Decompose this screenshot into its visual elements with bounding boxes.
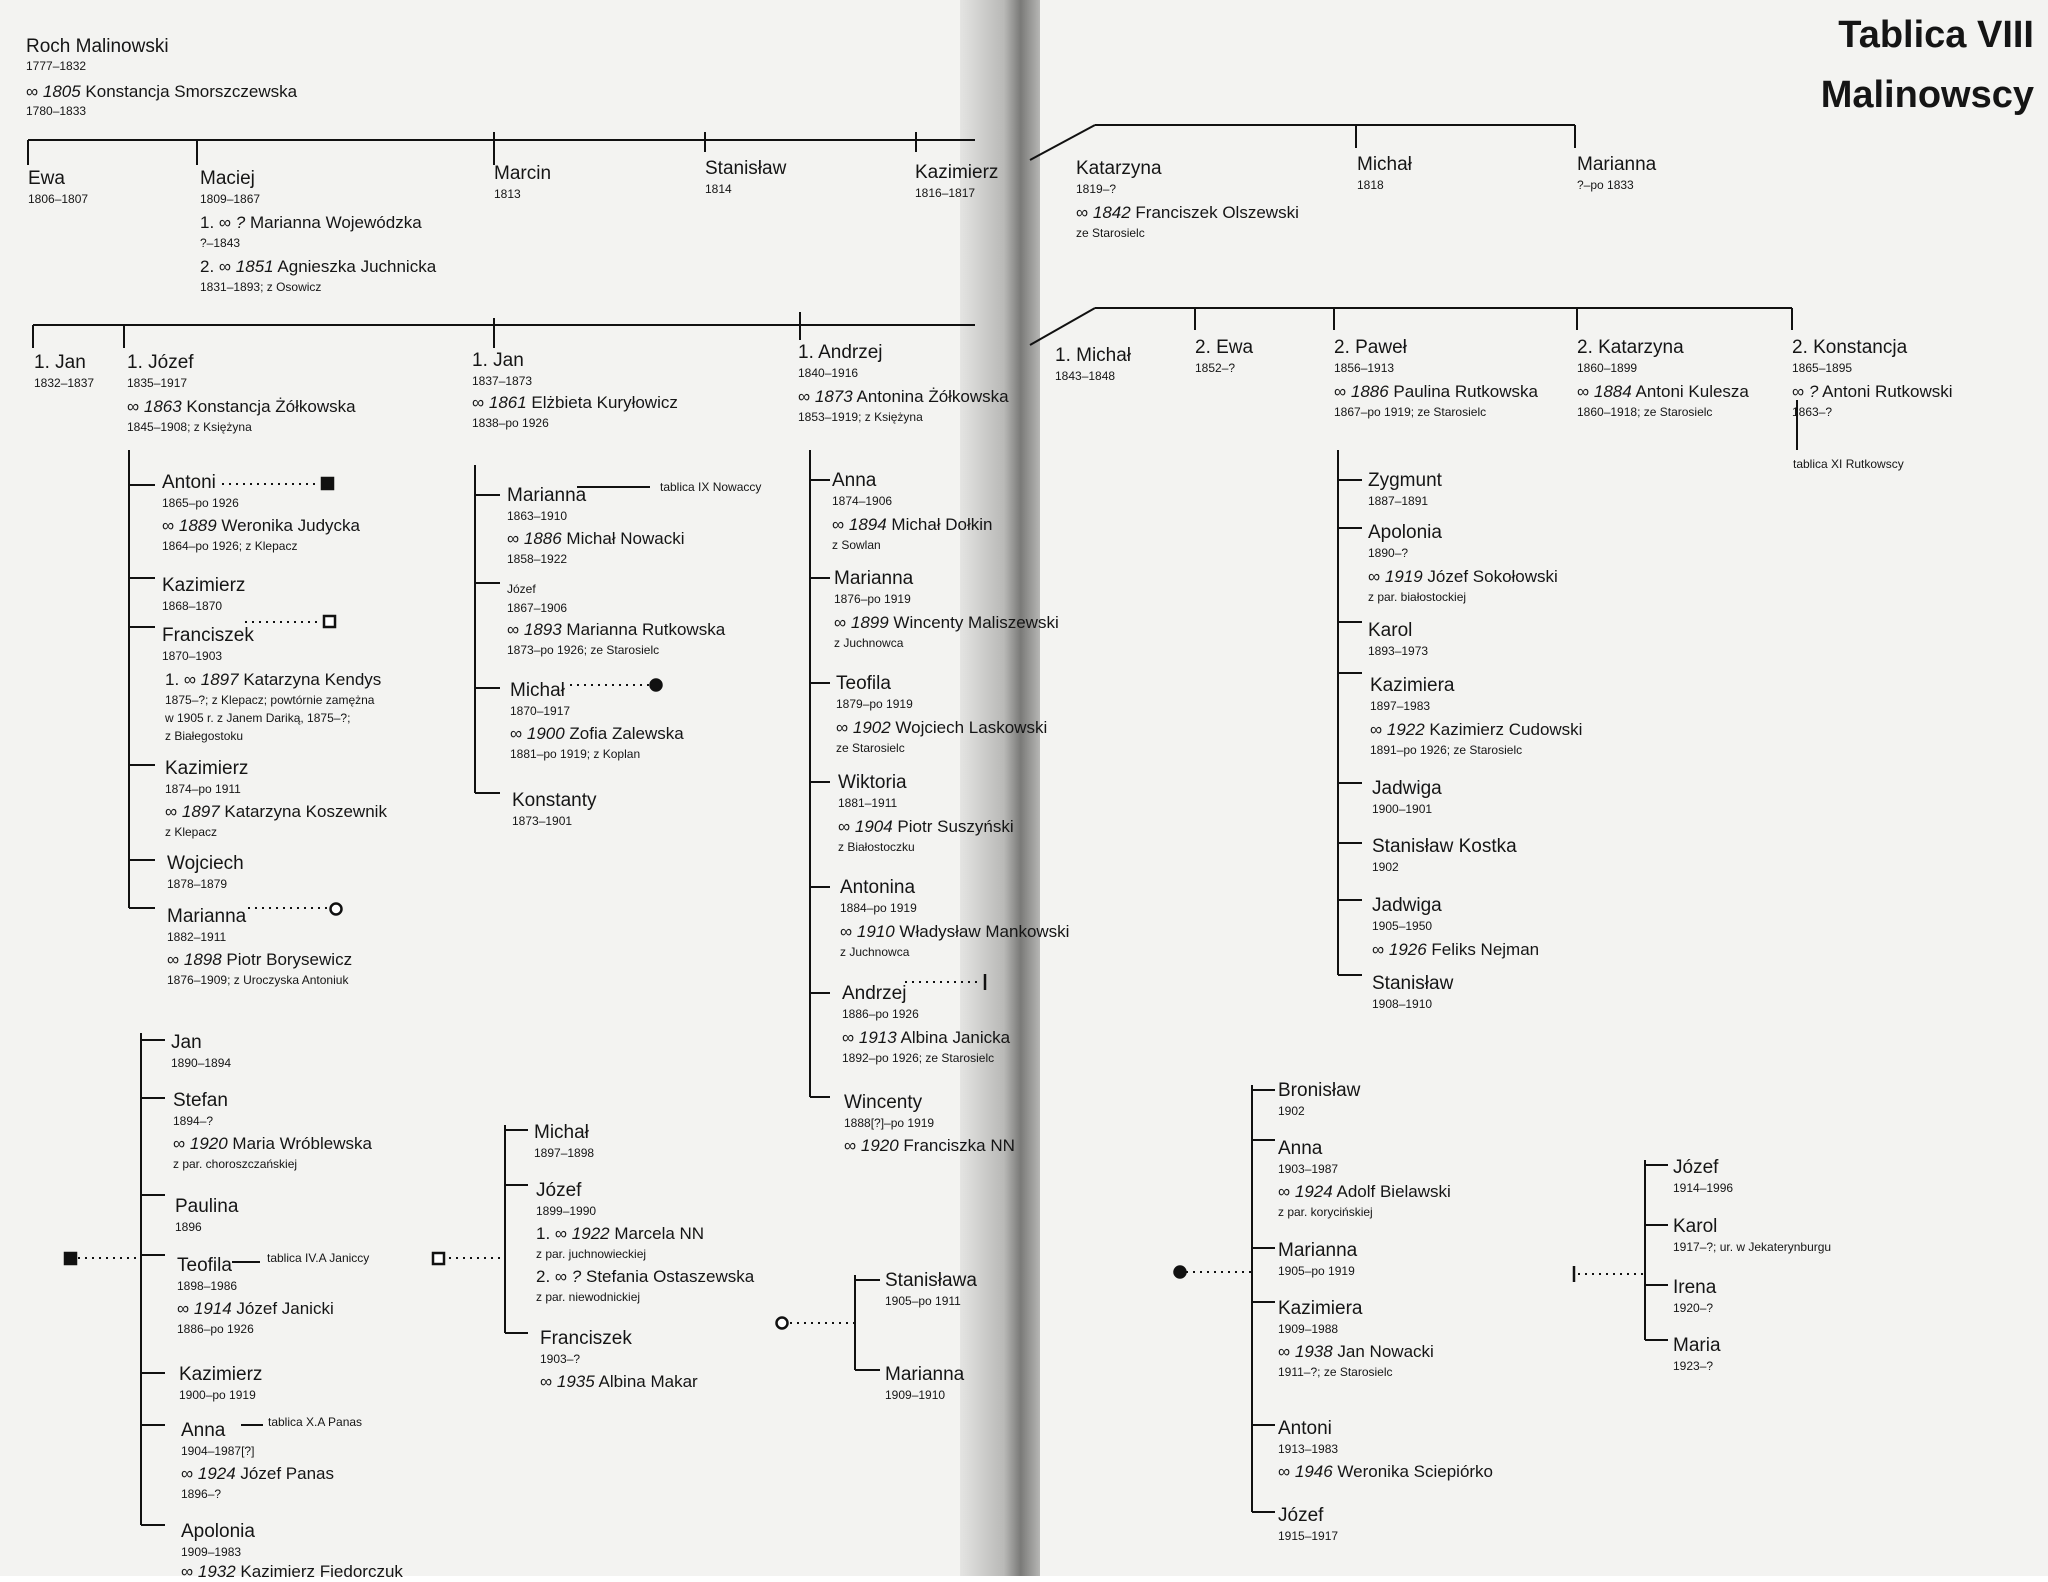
person-dates: 1809–1867: [200, 192, 261, 206]
table-reference: tablica IV.A Janiccy: [267, 1251, 370, 1265]
marriage-line: 2. ∞ ? Stefania Ostaszewska: [536, 1267, 755, 1286]
spouse-dates: z par. korycińskiej: [1278, 1205, 1373, 1219]
person-name: Anna: [1278, 1138, 1323, 1159]
person-dates: 1914–1996: [1673, 1181, 1734, 1195]
person-dates: 1905–1950: [1372, 919, 1433, 933]
spouse-dates: z Juchnowca: [840, 945, 910, 959]
filled-square-marker: [65, 1253, 76, 1264]
person-name: Franciszek: [162, 625, 254, 646]
person-name: Marianna: [1278, 1240, 1358, 1261]
person-name: Antonina: [840, 877, 916, 898]
marriage-line: ∞ 1842 Franciszek Olszewski: [1076, 203, 1299, 222]
spouse-dates: 1911–?; ze Starosielc: [1278, 1365, 1393, 1379]
spouse-dates: 1867–po 1919; ze Starosielc: [1334, 405, 1487, 419]
person-dates: 1865–1895: [1792, 361, 1853, 375]
person-dates: 1902: [1278, 1104, 1305, 1118]
person-dates: 1881–1911: [838, 796, 898, 810]
person-name: 2. Konstancja: [1792, 337, 1908, 358]
person-dates: 1909–1988: [1278, 1322, 1339, 1336]
person-dates: 1876–po 1919: [834, 592, 911, 606]
person-dates: 1915–1917: [1278, 1529, 1339, 1543]
spouse-dates: z Klepacz: [165, 825, 218, 839]
person-dates: 1874–po 1911: [165, 782, 241, 796]
person-dates: 1903–?: [540, 1352, 581, 1366]
person-dates: 1902: [1372, 860, 1399, 874]
marriage-line: ∞ 1902 Wojciech Laskowski: [836, 718, 1048, 737]
spouse-dates: z Juchnowca: [834, 636, 904, 650]
spouse-dates: 1860–1918; ze Starosielc: [1577, 405, 1713, 419]
person-dates: 1843–1848: [1055, 369, 1116, 383]
open-circle-marker: [777, 1318, 788, 1329]
spouse-dates: ?–1843: [200, 236, 241, 250]
person-name: Karol: [1673, 1216, 1718, 1237]
marriage-line: ∞ 1889 Weronika Judycka: [162, 516, 361, 535]
filled-square-marker: [322, 478, 333, 489]
person-dates: 1878–1879: [167, 877, 228, 891]
person-name: 1. Andrzej: [798, 342, 883, 363]
spouse-dates: 1831–1893; z Osowicz: [200, 280, 322, 294]
person-dates: 1905–po 1919: [1278, 1264, 1355, 1278]
person-dates: 1899–1990: [536, 1204, 597, 1218]
spouse-dates: 1858–1922: [507, 552, 568, 566]
person-dates: 1832–1837: [34, 376, 95, 390]
marriage-line: ∞ 1884 Antoni Kulesza: [1577, 382, 1749, 401]
person-name: Marcin: [494, 163, 552, 184]
person-dates: 1903–1987: [1278, 1162, 1339, 1176]
person-dates: 1888[?]–po 1919: [844, 1116, 935, 1130]
marriage-line: ∞ 1920 Maria Wróblewska: [173, 1134, 372, 1153]
spouse-dates: z Białostoczku: [838, 840, 915, 854]
spouse-dates: 1853–1919; z Księżyna: [798, 410, 923, 424]
person-name: Bronisław: [1278, 1080, 1361, 1101]
person-dates: 1920–?: [1673, 1301, 1714, 1315]
root-marriage: ∞ 1805 Konstancja Smorszczewska: [26, 82, 298, 101]
filled-circle-marker: [651, 680, 662, 691]
marriage-line: ∞ 1913 Albina Janicka: [842, 1028, 1011, 1047]
spouse-dates: z par. niewodnickiej: [536, 1290, 641, 1304]
person-dates: 1874–1906: [832, 494, 893, 508]
person-dates: 1852–?: [1195, 361, 1236, 375]
spouse-dates: 1838–po 1926: [472, 416, 549, 430]
open-circle-marker: [331, 904, 342, 915]
person-dates: 1887–1891: [1368, 494, 1429, 508]
spouse-note: ze Starosielc: [1076, 226, 1145, 240]
marriage-line: ∞ 1938 Jan Nowacki: [1278, 1342, 1434, 1361]
marriage-line: 2. ∞ 1851 Agnieszka Juchnicka: [200, 257, 437, 276]
person-name: Jadwiga: [1372, 895, 1442, 916]
spouse-dates: 1864–po 1926; z Klepacz: [162, 539, 298, 553]
person-name: Kazimierz: [179, 1364, 263, 1385]
marriage-line: 1. ∞ 1922 Marcela NN: [536, 1224, 705, 1243]
open-square-marker: [433, 1253, 444, 1264]
person-name: Stanisława: [885, 1270, 977, 1291]
person-dates: 1873–1901: [512, 814, 573, 828]
person-name: Irena: [1673, 1277, 1717, 1298]
person-name: Jadwiga: [1372, 778, 1442, 799]
person-name: Michał: [1357, 154, 1412, 175]
person-dates: 1860–1899: [1577, 361, 1638, 375]
person-dates: 1806–1807: [28, 192, 89, 206]
person-name: Kazimiera: [1278, 1298, 1363, 1319]
person-name: Stanisław: [1372, 973, 1454, 994]
person-name: Apolonia: [181, 1521, 255, 1542]
marriage-line: 1. ∞ 1897 Katarzyna Kendys: [165, 670, 382, 689]
marriage-line: ∞ 1863 Konstancja Żółkowska: [127, 397, 356, 416]
spouse-dates: 1863–?: [1792, 405, 1833, 419]
person-dates: 1818: [1357, 178, 1384, 192]
marriage-line: ∞ 1873 Antonina Żółkowska: [798, 387, 1009, 406]
person-name: Stefan: [173, 1090, 228, 1111]
person-dates: 1904–1987[?]: [181, 1444, 255, 1458]
marriage-line: ∞ 1886 Michał Nowacki: [507, 529, 685, 548]
person-name: Zygmunt: [1368, 470, 1442, 491]
person-name: Kazimierz: [165, 758, 249, 779]
spouse-dates: 1886–po 1926: [177, 1322, 254, 1336]
person-name: Teofila: [177, 1255, 232, 1276]
person-dates: 1814: [705, 182, 732, 196]
person-dates: 1909–1910: [885, 1388, 946, 1402]
person-dates: 1840–1916: [798, 366, 859, 380]
root-spouse-dates: 1780–1833: [26, 104, 87, 118]
person-name: 1. Michał: [1055, 345, 1132, 366]
person-name: Maciej: [200, 168, 255, 189]
marriage-line: ∞ 1893 Marianna Rutkowska: [507, 620, 726, 639]
person-name: Karol: [1368, 620, 1413, 641]
spouse-dates: 1876–1909; z Uroczyska Antoniuk: [167, 973, 349, 987]
open-square-marker: [324, 616, 335, 627]
person-dates: 1870–1917: [510, 704, 571, 718]
spouse-dates: 1875–?; z Klepacz; powtórnie zamężna: [165, 693, 375, 707]
person-dates: 1900–1901: [1372, 802, 1433, 816]
marriage-line: ∞ 1932 Kazimierz Fiedorczuk: [181, 1562, 403, 1581]
person-name: Ewa: [28, 168, 65, 189]
spouse-dates: ze Starosielc: [836, 741, 905, 755]
person-dates: 1898–1986: [177, 1279, 238, 1293]
person-dates: 1867–1906: [507, 601, 568, 615]
person-name: Wincenty: [844, 1092, 923, 1113]
person-name: Antoni: [1278, 1418, 1332, 1439]
person-dates: 1890–?: [1368, 546, 1409, 560]
marriage-line: ∞ 1924 Adolf Bielawski: [1278, 1182, 1451, 1201]
person-name: Katarzyna: [1076, 158, 1162, 179]
person-name: Konstanty: [512, 790, 597, 811]
table-reference: tablica IX Nowaccy: [660, 480, 762, 494]
person-dates: 1884–po 1919: [840, 901, 917, 915]
person-name: 1. Józef: [127, 352, 194, 373]
marriage-line: ∞ 1861 Elżbieta Kuryłowicz: [472, 393, 678, 412]
marriage-symbol: ∞: [26, 82, 39, 101]
marriage-line: ∞ 1922 Kazimierz Cudowski: [1370, 720, 1583, 739]
person-name: Kazimiera: [1370, 675, 1455, 696]
person-name: Maria: [1673, 1335, 1721, 1356]
table-reference: tablica XI Rutkowscy: [1793, 457, 1904, 471]
family-title: Malinowscy: [1820, 74, 2034, 116]
person-dates: 1865–po 1926: [162, 496, 239, 510]
person-dates: 1913–1983: [1278, 1442, 1339, 1456]
marriage-line: ∞ 1920 Franciszka NN: [844, 1136, 1015, 1155]
spouse-dates: z par. juchnowieckiej: [536, 1247, 647, 1261]
person-name: Wiktoria: [838, 772, 907, 793]
person-name: 1. Jan: [34, 352, 86, 373]
person-name: Teofila: [836, 673, 891, 694]
marriage-line: ∞ 1886 Paulina Rutkowska: [1334, 382, 1538, 401]
marriage-line: ∞ 1910 Władysław Mankowski: [840, 922, 1070, 941]
person-dates: 1905–po 1911: [885, 1294, 961, 1308]
spouse-dates: 1896–?: [181, 1487, 222, 1501]
person-name: Józef: [536, 1180, 582, 1201]
person-dates: 1893–1973: [1368, 644, 1429, 658]
person-name: Andrzej: [842, 983, 907, 1004]
person-name: Franciszek: [540, 1328, 632, 1349]
person-dates: 1897–1898: [534, 1146, 595, 1160]
person-name: Kazimierz: [915, 162, 999, 183]
person-name: Józef: [1673, 1157, 1719, 1178]
person-dates: 1923–?: [1673, 1359, 1714, 1373]
table-reference: tablica X.A Panas: [268, 1415, 363, 1429]
marriage-line: ∞ 1899 Wincenty Maliszewski: [834, 613, 1059, 632]
person-name: Marianna: [1577, 154, 1657, 175]
marriage-line: ∞ 1904 Piotr Suszyński: [838, 817, 1014, 836]
marriage-line: ∞ ? Antoni Rutkowski: [1792, 382, 1953, 401]
person-dates: 1897–1983: [1370, 699, 1431, 713]
person-dates: 1863–1910: [507, 509, 568, 523]
person-name: 1. Jan: [472, 350, 524, 371]
person-name: Marianna: [507, 485, 587, 506]
person-name: Apolonia: [1368, 522, 1442, 543]
spouse-note: w 1905 r. z Janem Dariką, 1875–?;: [165, 711, 351, 725]
person-name: Anna: [832, 470, 877, 491]
person-name: Kazimierz: [162, 575, 246, 596]
person-dates: 1890–1894: [171, 1056, 232, 1070]
person-dates: 1882–1911: [167, 930, 227, 944]
person-dates: 1819–?: [1076, 182, 1117, 196]
person-dates: 1917–?; ur. w Jekaterynburgu: [1673, 1240, 1832, 1254]
person-name: 2. Paweł: [1334, 337, 1407, 358]
marriage-line: ∞ 1900 Zofia Zalewska: [510, 724, 684, 743]
table-number: Tablica VIII: [1838, 14, 2034, 56]
person-dates: 1909–1983: [181, 1545, 242, 1559]
person-dates: 1894–?: [173, 1114, 214, 1128]
person-name: Stanisław: [705, 158, 787, 179]
person-name: 2. Katarzyna: [1577, 337, 1684, 358]
person-name: Anna: [181, 1420, 226, 1441]
person-dates: 1886–po 1926: [842, 1007, 919, 1021]
person-name: Jan: [171, 1032, 202, 1053]
spouse-dates: 1845–1908; z Księżyna: [127, 420, 252, 434]
spouse-dates: z Sowlan: [832, 538, 881, 552]
person-dates: 1908–1910: [1372, 997, 1433, 1011]
spouse-dates: z par. choroszczańskiej: [173, 1157, 298, 1171]
spouse-dates: 1881–po 1919; z Koplan: [510, 747, 641, 761]
person-dates: 1870–1903: [162, 649, 223, 663]
spouse-dates: 1873–po 1926; ze Starosielc: [507, 643, 660, 657]
person-dates: 1879–po 1919: [836, 697, 913, 711]
person-dates: 1868–1870: [162, 599, 223, 613]
marriage-line: ∞ 1898 Piotr Borysewicz: [167, 950, 353, 969]
marriage-line: 1. ∞ ? Marianna Wojewódzka: [200, 213, 422, 232]
marriage-line: ∞ 1946 Weronika Sciepiórko: [1278, 1462, 1494, 1481]
spouse-dates: 1892–po 1926; ze Starosielc: [842, 1051, 995, 1065]
person-dates: 1837–1873: [472, 374, 533, 388]
marriage-line: ∞ 1914 Józef Janicki: [177, 1299, 334, 1318]
person-name: 2. Ewa: [1195, 337, 1254, 358]
spouse-dates: z par. białostockiej: [1368, 590, 1467, 604]
root-name: Roch Malinowski: [26, 36, 169, 57]
person-dates: 1900–po 1919: [179, 1388, 256, 1402]
person-name: Michał: [534, 1122, 589, 1143]
person-dates: 1896: [175, 1220, 202, 1234]
person-dates: 1856–1913: [1334, 361, 1395, 375]
person-name: Antoni: [162, 472, 216, 493]
marriage-line: ∞ 1894 Michał Dołkin: [832, 515, 993, 534]
marriage-line: ∞ 1935 Albina Makar: [540, 1372, 698, 1391]
root-dates: 1777–1832: [26, 59, 87, 73]
person-name: Paulina: [175, 1196, 239, 1217]
person-dates: 1813: [494, 187, 521, 201]
person-dates: 1835–1917: [127, 376, 188, 390]
person-name: Marianna: [167, 906, 247, 927]
person-name: Michał: [510, 680, 565, 701]
person-dates: ?–po 1833: [1577, 178, 1634, 192]
person-name: Józef: [507, 582, 536, 596]
person-dates: 1816–1817: [915, 186, 976, 200]
spouse-note: z Białegostoku: [165, 729, 244, 743]
marriage-line: ∞ 1897 Katarzyna Koszewnik: [165, 802, 387, 821]
marriage-line: ∞ 1926 Feliks Nejman: [1372, 940, 1540, 959]
person-name: Wojciech: [167, 853, 244, 874]
marriage-line: ∞ 1924 Józef Panas: [181, 1464, 334, 1483]
person-name: Marianna: [834, 568, 914, 589]
filled-circle-marker: [1175, 1267, 1186, 1278]
person-name: Marianna: [885, 1364, 965, 1385]
spouse-dates: 1891–po 1926; ze Starosielc: [1370, 743, 1523, 757]
person-name: Stanisław Kostka: [1372, 836, 1517, 857]
marriage-line: ∞ 1919 Józef Sokołowski: [1368, 567, 1558, 586]
person-name: Józef: [1278, 1505, 1324, 1526]
